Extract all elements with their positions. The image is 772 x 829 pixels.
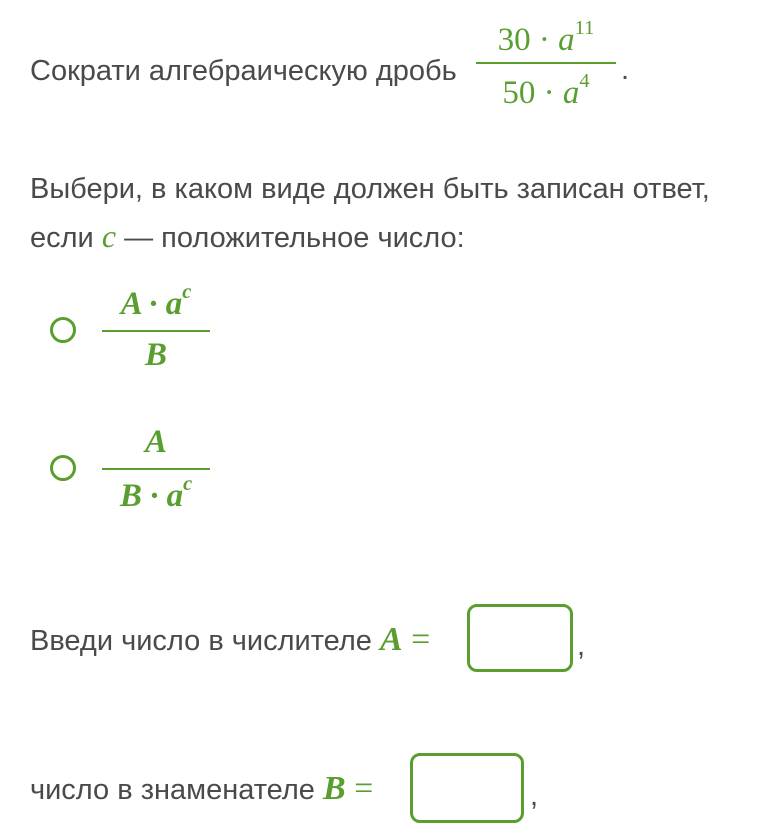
option-1-denominator: B <box>144 337 167 373</box>
option-2-radio[interactable] <box>50 455 76 481</box>
var-B: B <box>322 770 346 807</box>
question-period: . <box>621 54 630 86</box>
numerator-comma: , <box>577 630 586 662</box>
denominator-label: число в знаменателе B = <box>30 770 374 807</box>
fraction-denominator: $50 \cdot a^4$ <box>502 70 590 111</box>
denominator-comma: , <box>530 780 539 812</box>
question-prompt <box>30 53 457 89</box>
question-fraction <box>476 18 616 116</box>
instruction-line1: Выбери, в каком виде должен быть записан ответ, <box>30 173 710 205</box>
option-2-fraction[interactable] <box>102 420 210 514</box>
option-2-numerator: A <box>144 424 167 460</box>
fraction-numerator: $30 \cdot a^{11}$ <box>497 17 595 58</box>
option-1-radio[interactable] <box>50 317 76 343</box>
question-text: Сократи алгебраическую дробь <box>30 55 457 87</box>
numerator-label: Введи число в числителе A = <box>30 621 431 658</box>
option-1-numerator: $A \cdot a^c$ <box>120 281 192 322</box>
var-c: c <box>101 218 117 254</box>
numerator-input[interactable] <box>467 604 573 672</box>
denominator-input[interactable] <box>410 753 524 823</box>
instruction-line2: если c — положительное число: <box>30 218 465 254</box>
equals-sign-1: = <box>402 621 431 658</box>
option-2-denominator: $B \cdot a^c$ <box>119 473 193 514</box>
option-1-fraction[interactable] <box>102 280 210 374</box>
var-A: A <box>379 621 403 658</box>
equals-sign-2: = <box>345 770 374 807</box>
